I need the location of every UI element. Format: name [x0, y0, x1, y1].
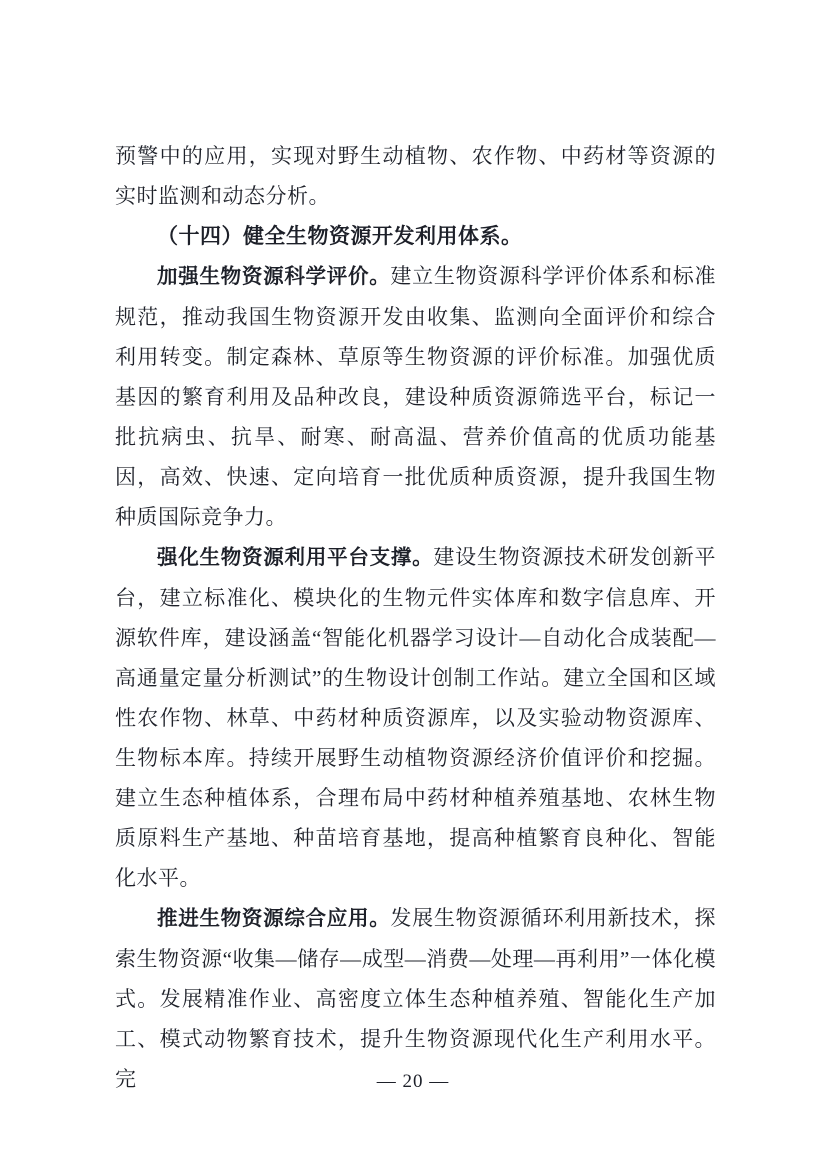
body-paragraph-platform — [115, 537, 716, 898]
paragraph-text: 建设生物资源技术研发创新平台，建立标准化、模块化的生物元件实体库和数字信息库、开源软件库，建设涵盖“智能化机器学习设计—自动化合成装配—高通量定量分析测试”的生物设计创制工作站。建立全国和区域性农作物、林草、中药材种质资源库，以及实验动物资源库、生物标本库。持续开展野生动植物资源经济价值评价和挖掘。建立生态种植体系，合理布局中药材种植养殖基地、农林生物质原料生产基地、种苗培育基地，提高种植繁育良种化、智能化水平。 — [115, 545, 717, 890]
paragraph-lead: 推进生物资源综合应用。 — [157, 907, 391, 930]
section-heading-14 — [115, 216, 716, 256]
page-number: — 20 — — [376, 1071, 450, 1092]
body-paragraph-continuation — [115, 136, 716, 216]
body-paragraph-evaluation — [115, 256, 716, 537]
paragraph-text: 发展生物资源循环利用新技术，探索生物资源“收集—储存—成型—消费—处理—再利用”一体化模式。发展精准作业、高密度立体生态种植养殖、智能化生产加工、模式动物繁育技术，提升生物资源现代化生产利用水平。完 — [115, 906, 717, 1091]
section-heading-text: （十四）健全生物资源开发利用体系。 — [157, 224, 523, 248]
paragraph-lead: 加强生物资源科学评价。 — [157, 265, 391, 288]
paragraph-text: 建立生物资源科学评价体系和标准规范，推动我国生物资源开发由收集、监测向全面评价和综合利用转变。制定森林、草原等生物资源的评价标准。加强优质基因的繁育利用及品种改良，建设种质资源筛选平台，标记一批抗病虫、抗旱、耐寒、耐高温、营养价值高的优质功能基因，高效、快速、定向培育一批优质种质资源，提升我国生物种质国际竞争力。 — [115, 264, 717, 529]
paragraph-lead: 强化生物资源利用平台支撑。 — [157, 546, 434, 569]
body-paragraph-application — [115, 898, 716, 1099]
document-body — [115, 136, 716, 1099]
paragraph-text: 预警中的应用，实现对野生动植物、农作物、中药材等资源的实时监测和动态分析。 — [115, 144, 716, 208]
